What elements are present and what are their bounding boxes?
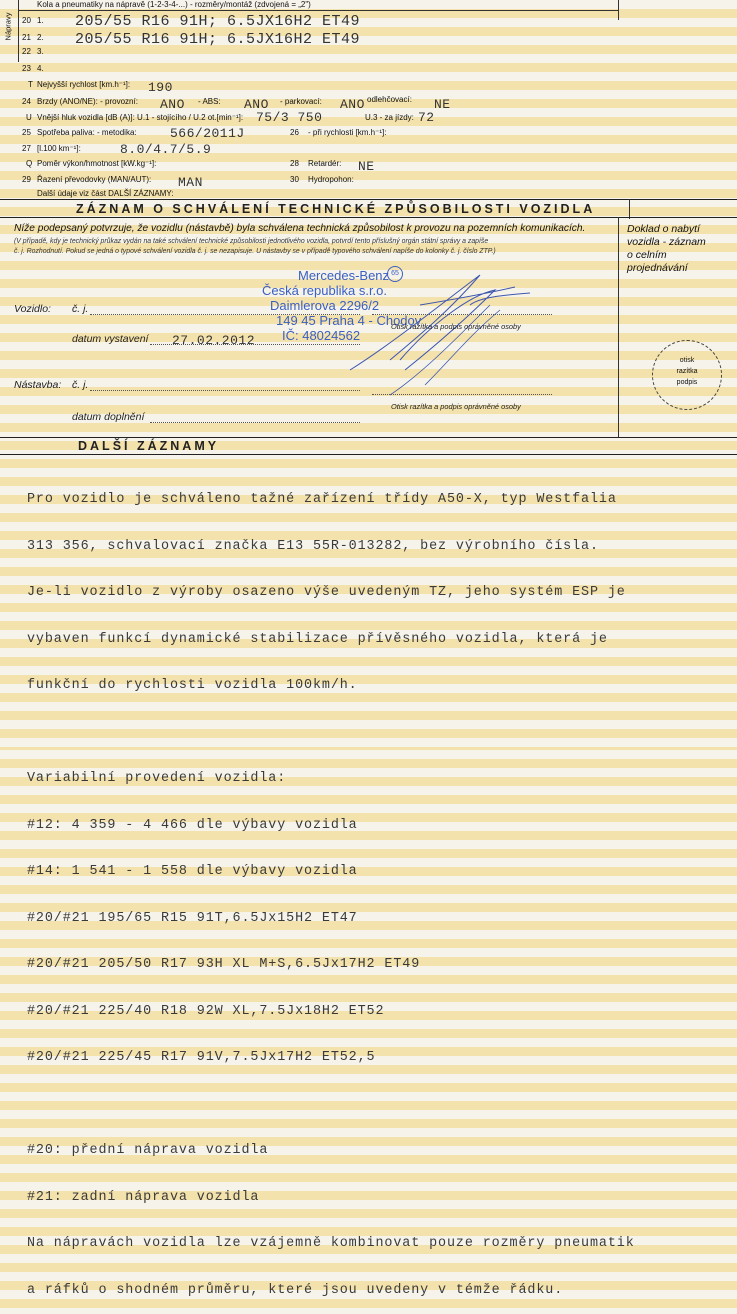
records-line: Variabilní provedení vozidla:	[27, 771, 287, 786]
stamp-signature-label-1: Otisk razítka a podpis oprávněné osoby	[391, 322, 521, 331]
records-line: #21: zadní náprava vozidla	[27, 1189, 260, 1205]
records-line: #12: 4 359 - 4 466 dle výbavy vozidla	[27, 817, 358, 833]
approval-intro: Níže podepsaný potvrzuje, že vozidlu (nástavbě) byla schválena technická způsobilost k provozu na pozemních komunikacích.	[14, 223, 586, 234]
superstructure-label: Nástavba:	[14, 379, 62, 391]
axle-2-tyres-value: 205/55 R16 91H; 6.5JX16H2 ET49	[75, 31, 361, 48]
more-data-label: Další údaje viz část DALŠÍ ZÁZNAMY:	[37, 189, 174, 198]
records-line: Pro vozidlo je schváleno tažné zařízení třídy A50-X, typ Westfalia	[27, 492, 617, 507]
max-speed-value: 190	[148, 80, 173, 95]
vehicle-label: Vozidlo:	[14, 303, 51, 315]
records-line: #20/#21 225/40 R18 92W XL,7.5Jx18H2 ET52	[27, 1003, 385, 1019]
records-line: 313 356, schvalovací značka E13 55R-013282, bez výrobního čísla.	[27, 538, 599, 554]
records-line: #20/#21 205/50 R17 93H XL M+S,6.5Jx17H2 ET49	[27, 957, 421, 972]
records-line: Je-li vozidlo z výroby osazeno výše uvedeným TZ, jeho systém ESP je	[27, 585, 626, 600]
superstructure-cj-label: č. j.	[72, 379, 89, 391]
wheels-header-label: Kola a pneumatiky na nápravě (1-2-3-4-...) - rozměry/montáž (zdvojená = „2")	[37, 0, 311, 9]
records-line: Na nápravách vozidla lze vzájemně kombinovat pouze rozměry pneumatik	[27, 1236, 635, 1251]
completion-date-label: datum doplnění	[72, 411, 145, 423]
customs-record-box: Doklad o nabytí vozidla - záznam o celním projednávání	[627, 223, 706, 274]
approval-small-2: č. j. Rozhodnutí. Pokud se jedná o typové schválení vozidla č. j. se nezapisuje. U nástavby se v případě typového schválení napíše do kolonky č. j. číslo ZTP.)	[14, 248, 496, 255]
records-line	[27, 725, 635, 741]
records-text	[27, 461, 635, 1314]
records-line: #20: přední náprava vozidla	[27, 1143, 269, 1158]
axle-1-tyres-value: 205/55 R16 91H; 6.5JX16H2 ET49	[75, 13, 361, 30]
axles-side-label: Nápravy	[3, 12, 13, 41]
issue-date-label: datum vystavení	[72, 333, 149, 345]
stamp-signature-label-2: Otisk razítka a podpis oprávněné osoby	[391, 402, 521, 411]
issue-date-value: 27.02.2012	[172, 333, 256, 348]
stamp-badge: 65	[387, 266, 403, 282]
records-line: vybaven funkcí dynamické stabilizace přívěsného vozidla, která je	[27, 631, 608, 647]
records-line: funkční do rychlosti vozidla 100km/h.	[27, 678, 358, 693]
records-line: a ráfků o shodném průměru, které jsou uvedeny v témže řádku.	[27, 1282, 564, 1298]
records-line: #20/#21 195/65 R15 91T,6.5Jx15H2 ET47	[27, 910, 358, 926]
vehicle-cj-label: č. j.	[72, 303, 89, 315]
approval-small-1: (V případě, kdy je technický průkaz vydán na také schválení technické způsobilosti jednotlivého vozidla, potvrdí tento příslušný orgán státní správy a zapíše	[14, 238, 489, 245]
records-line: #14: 1 541 - 1 558 dle výbavy vozidla	[27, 864, 358, 879]
records-line: #20/#21 225/45 R17 91V,7.5Jx17H2 ET52,5	[27, 1050, 376, 1065]
records-line	[27, 1097, 635, 1113]
stamp-circle: otisk razítka podpis	[652, 340, 722, 410]
approval-title: ZÁZNAM O SCHVÁLENÍ TECHNICKÉ ZPŮSOBILOSTI VOZIDLA	[76, 202, 596, 216]
records-title: DALŠÍ ZÁZNAMY	[78, 439, 220, 453]
